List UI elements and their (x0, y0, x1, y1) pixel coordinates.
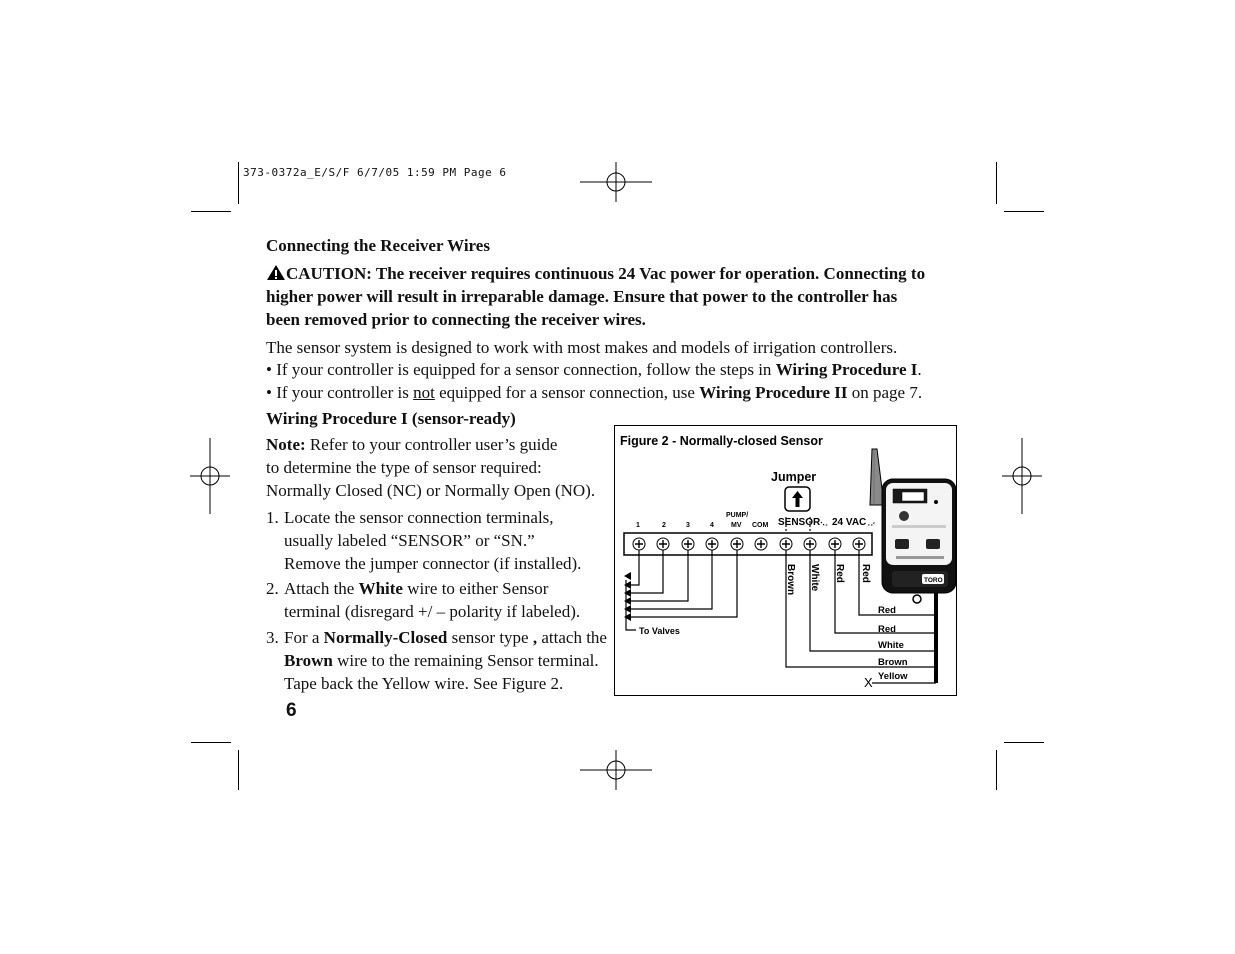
step-2: 2. Attach the White wire to either Sensor terminal (disregard +/ – polarity if labeled). (266, 579, 581, 621)
wire-label-yellow: Yellow (878, 671, 908, 682)
section-heading: Connecting the Receiver Wires (266, 236, 490, 255)
registration-mark-right (1000, 436, 1044, 516)
terminal-label-sensor: SENSOR (778, 517, 821, 528)
wire-label-red-2: Red (878, 624, 896, 635)
wire-label-red-vertical-2: Red (860, 564, 871, 583)
terminal-label-4: 4 (710, 522, 714, 529)
registration-mark-top (575, 160, 657, 204)
valve-wires (626, 550, 737, 630)
caution-block: CAUTION: The receiver requires continuous 24 Vac power for operation. Connecting to higher power will result in irreparable damage. Ensure that power to the controller has been removed prior to connecting the receiver wires. (266, 264, 926, 329)
wiring-procedure-2-ref: Wiring Procedure II (699, 383, 848, 402)
bullet-not-sensor-equipped: • If your controller is not equipped for a sensor connection, use Wiring Procedure II on page 7. (266, 383, 923, 402)
terminal-label-24vac: 24 VAC (832, 517, 867, 528)
terminal-label-1: 1 (636, 522, 640, 529)
terminal-label-pump: PUMP/ (726, 512, 749, 519)
registration-mark-left (188, 436, 232, 516)
bullet-sensor-equipped: • If your controller is equipped for a sensor connection, follow the steps in Wiring Procedure I. (266, 360, 922, 379)
intro-text: The sensor system is designed to work with most makes and models of irrigation controllers. (266, 338, 898, 357)
note-block: Note: Refer to your controller user’s guide to determine the type of sensor required: Normally Closed (NC) or Normally Open (NO). (266, 435, 596, 500)
step-1: 1. Locate the sensor connection terminals, usually labeled “SENSOR” or “SN.” Remove the jumper connector (if installed). (266, 508, 582, 573)
receiver-brand-logo: TORO (924, 577, 943, 584)
wiring-diagram-svg (614, 425, 957, 696)
wire-label-brown-vertical: Brown (785, 564, 796, 596)
warning-icon (266, 264, 286, 281)
wire-label-brown: Brown (878, 657, 908, 668)
registration-mark-bottom (575, 748, 657, 792)
figure-wiring-diagram (614, 425, 957, 696)
terminal-label-mv: MV (731, 522, 742, 529)
wire-label-red-1: Red (878, 605, 896, 616)
to-valves-label: To Valves (639, 626, 680, 636)
wiring-procedure-1-ref: Wiring Procedure I (775, 360, 918, 379)
terminal-label-2: 2 (662, 522, 666, 529)
print-slug: 373-0372a_E/S/F 6/7/05 1:59 PM Page 6 (243, 166, 507, 179)
receiver-unit (882, 479, 956, 603)
jumper-label: Jumper (771, 470, 817, 484)
step-3: 3. For a Normally-Closed sensor type , attach the Brown wire to the remaining Sensor terminal. Tape back the Yellow wire. See Figure 2. (266, 628, 607, 693)
valve-arrow-icons (624, 572, 631, 621)
figure-caption: Figure 2 - Normally-closed Sensor (620, 434, 823, 448)
wire-label-white: White (878, 640, 904, 651)
page-number: 6 (286, 700, 297, 721)
terminal-label-3: 3 (686, 522, 690, 529)
wire-label-white-vertical: White (809, 564, 820, 592)
wire-label-red-vertical-1: Red (834, 564, 845, 583)
terminal-label-com: COM (752, 522, 769, 529)
procedure-subheading: Wiring Procedure I (sensor-ready) (266, 409, 516, 428)
yellow-wire-x-mark: X (864, 675, 873, 690)
